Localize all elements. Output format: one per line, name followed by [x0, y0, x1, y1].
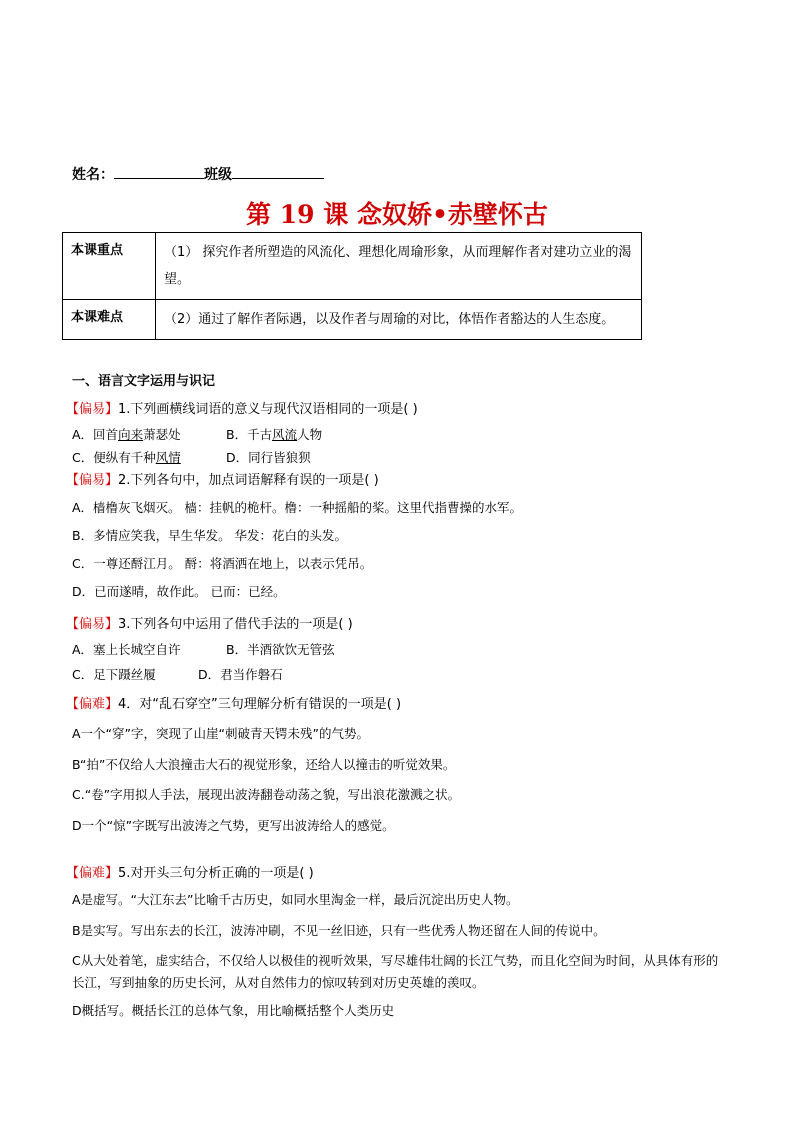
q3-option-d: D．君当作磐石 [198, 667, 283, 682]
class-label: 班级 [204, 167, 232, 183]
option-text: 人物 [297, 427, 323, 442]
question-5-stem [66, 862, 314, 881]
q1-option-c [72, 448, 181, 466]
q2-option-a: A．樯橹灰飞烟灭。 樯：挂帆的桅杆。橹：一种摇船的桨。这里代指曹操的水军。 [72, 500, 523, 515]
difficulty-tag: 【偏易】 [66, 402, 119, 417]
table-row [63, 233, 642, 300]
q1-option-b [226, 425, 322, 443]
q2-option-b: B．多情应笑我，早生华发。 华发：花白的头发。 [72, 528, 348, 543]
q3-option-b: B．半酒欲饮无管弦 [226, 642, 335, 657]
underlined-word: 风情 [155, 450, 181, 465]
section-heading: 一、语言文字运用与识记 [72, 374, 216, 389]
q2-option-c: C．一尊还酹江月。 酹：将酒洒在地上，以表示凭吊。 [72, 556, 373, 571]
q4-option-c: C.“卷”字用拟人手法，展现出波涛翻卷动荡之貌，写出浪花激溅之状。 [72, 787, 461, 802]
question-2-stem [66, 469, 379, 488]
q5-option-d: D概括写。概括长江的总体气象，用比喻概括整个人类历史 [72, 1003, 395, 1018]
table-row [63, 300, 642, 340]
difficulty-tag: 【偏易】 [66, 617, 119, 632]
lesson-focus-table [62, 232, 642, 340]
key-point-label: 本课重点 [63, 233, 156, 300]
q4-option-a: A一个“穿”字，突现了山崖“刺破青天锷未残”的气势。 [72, 726, 369, 741]
question-text: 4．对“乱石穿空”三句理解分析有错误的一项是( ) [118, 697, 402, 712]
question-text: 2.下列各句中，加点词语解释有误的一项是( ) [118, 473, 379, 488]
question-text: 5.对开头三句分析正确的一项是( ) [118, 866, 314, 881]
question-3-stem [66, 613, 353, 632]
q5-option-b: B是实写。写出东去的长江，波涛冲刷，不见一丝旧迹，只有一些优秀人物还留在人间的传说中。 [72, 923, 606, 938]
q2-option-d: D．已而遂晴，故作此。 已而：已经。 [72, 584, 286, 599]
difficulty-tag: 【偏难】 [66, 697, 119, 712]
underlined-word: 向来 [118, 427, 144, 442]
q4-option-d: D一个“惊”字既写出波涛之气势，更写出波涛给人的感觉。 [72, 818, 395, 833]
option-text: B．千古 [226, 427, 273, 442]
q5-option-c: C从大处着笔，虚实结合，不仅给人以极佳的视听效果，写尽雄伟壮阔的长江气势，而且化空间为时间，从具体有形的长江，写到抽象的历史长河，从对自然伟力的惊叹转到对历史英雄的羡叹。 [72, 953, 719, 990]
question-1-stem [66, 398, 418, 417]
difficulty-text: （2）通过了解作者际遇，以及作者与周瑜的对比，体悟作者豁达的人生态度。 [156, 300, 642, 340]
question-4-stem [66, 693, 401, 712]
name-blank [114, 164, 204, 179]
class-blank [232, 164, 324, 179]
option-text: C．便纵有千种 [72, 450, 156, 465]
q4-option-b: B“拍”不仅给人大浪撞击大石的视觉形象，还给人以撞击的听觉效果。 [72, 757, 456, 772]
difficulty-tag: 【偏易】 [66, 473, 119, 488]
key-point-text: （1） 探究作者所塑造的风流化、理想化周瑜形象，从而理解作者对建功立业的渴望。 [156, 233, 642, 300]
question-text: 1.下列画横线词语的意义与现代汉语相同的一项是( ) [118, 402, 418, 417]
option-text: A．回首 [72, 427, 119, 442]
q1-option-a [72, 425, 181, 443]
q5-option-a: A是虚写。“大江东去”比喻千古历史，如同水里淘金一样，最后沉淀出历史人物。 [72, 892, 519, 907]
difficulty-tag: 【偏难】 [66, 866, 119, 881]
q1-option-d: D．同行皆狼狈 [226, 450, 311, 465]
option-text: 萧瑟处 [143, 427, 181, 442]
lesson-title: 第 19 课 念奴娇•赤壁怀古 [246, 200, 548, 229]
difficulty-label: 本课难点 [63, 300, 156, 340]
q3-option-c: C．足下蹑丝履 [72, 667, 156, 682]
underlined-word: 风流 [272, 427, 298, 442]
name-class-line [72, 164, 324, 184]
name-label: 姓名： [72, 167, 114, 183]
question-text: 3.下列各句中运用了借代手法的一项是( ) [118, 617, 353, 632]
q3-option-a: A．塞上长城空自许 [72, 642, 181, 657]
